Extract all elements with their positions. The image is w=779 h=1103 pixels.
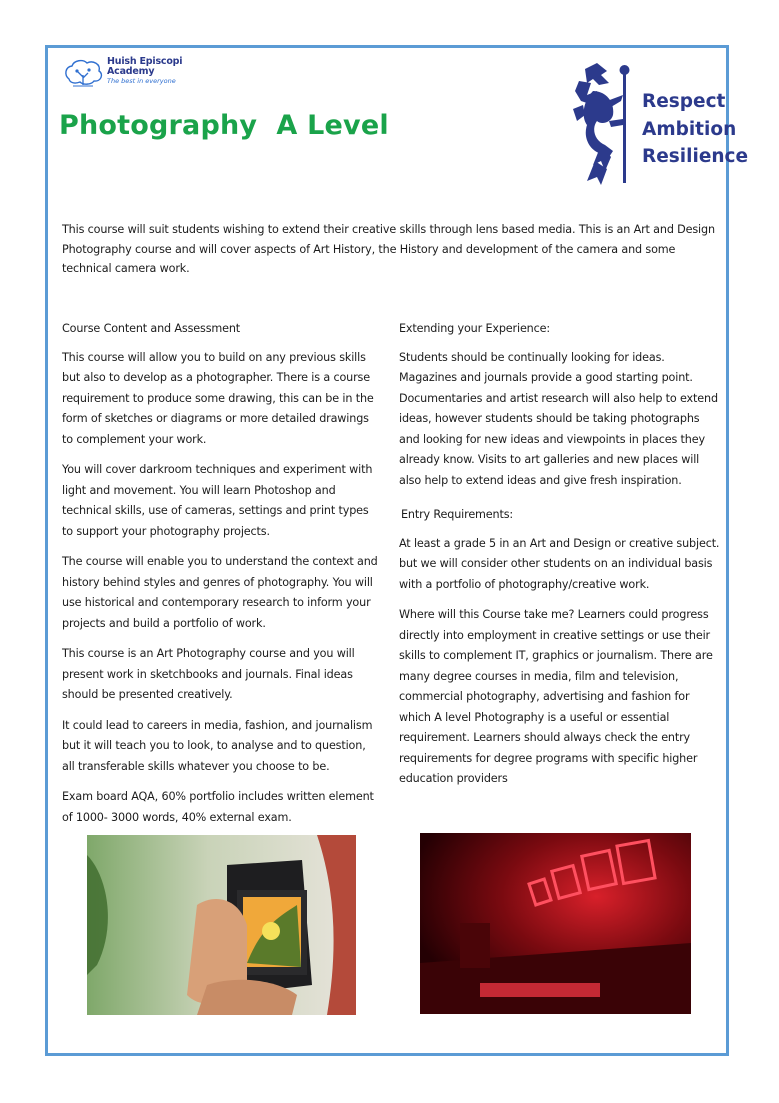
paragraph: Exam board AQA, 60% portfolio includes written element of 1000- 3000 words, 40% external exam. bbox=[62, 790, 374, 824]
academy-name: Huish Episcopi Academy bbox=[107, 56, 183, 77]
intro-paragraph: This course will suit students wishing to extend their creative skills through lens based media. This is an Art and Design Photography course and will cover aspects of Art History, the History and development of the camera and some technical camera work. bbox=[62, 223, 715, 276]
paragraph: This course is an Art Photography course and you will present work in sketchbooks and journals. Final ideas should be presented creatively. bbox=[62, 647, 355, 701]
paragraph: Students should be continually looking for ideas. Magazines and journals provide a good starting point. Documentaries and artist research will also help to extend ideas, however students should be taking photographs and looking for new ideas and viewpoints in places they already know. Visits to art galleries and new places will also help to extend ideas and give fresh inspiration. bbox=[399, 350, 718, 487]
academy-motto: The best in everyone bbox=[107, 77, 176, 85]
academy-logo bbox=[63, 57, 223, 91]
darkroom-photo bbox=[420, 833, 691, 1014]
extending-experience-heading: Extending your Experience: bbox=[399, 322, 550, 335]
paragraph: This course will allow you to build on any previous skills but also to develop as a photographer. There is a course requirement to produce some drawing, this can be in the form of sketches or diagrams or more detailed drawings to complement your work. bbox=[62, 350, 374, 446]
camera-photo-image bbox=[87, 835, 356, 1015]
paragraph: The course will enable you to understand the context and history behind styles and genres of photography. You will use historical and contemporary research to inform your projects and build a portfolio of work. bbox=[62, 555, 378, 630]
course-content-column bbox=[62, 319, 380, 838]
camera-photo bbox=[87, 835, 356, 1015]
dragon-crest-icon bbox=[571, 61, 637, 189]
value-resilience: Resilience bbox=[642, 146, 749, 167]
paragraph: It could lead to careers in media, fashion, and journalism but it will teach you to look, to analyse and to question, all transferable skills whatever you choose to be. bbox=[62, 718, 373, 773]
extending-experience-column bbox=[399, 319, 721, 800]
school-values bbox=[642, 88, 748, 171]
value-respect: Respect bbox=[642, 91, 726, 112]
tree-logo-icon bbox=[63, 57, 105, 89]
value-ambition: Ambition bbox=[642, 118, 737, 140]
entry-requirements-heading: Entry Requirements: bbox=[401, 508, 514, 521]
page-title: Photography A Level bbox=[59, 110, 389, 141]
paragraph: You will cover darkroom techniques and experiment with light and movement. You will learn Photoshop and technical skills, use of cameras, settings and print types to support your photography projects. bbox=[62, 463, 373, 538]
paragraph: At least a grade 5 in an Art and Design or creative subject. but we will consider other students on an individual basis with a portfolio of photography/creative work. bbox=[399, 536, 720, 591]
paragraph: Where will this Course take me? Learners could progress directly into employment in creative settings or use their skills to complement IT, graphics or journalism. There are many degree courses in media, film and television, commercial photography, advertising and fashion for which A level Photography is a useful or essential requirement. Learners should always check the entry requirements for degree programs with specific higher education providers bbox=[399, 608, 713, 785]
darkroom-photo-image bbox=[420, 833, 691, 1014]
course-content-heading: Course Content and Assessment bbox=[62, 322, 241, 335]
